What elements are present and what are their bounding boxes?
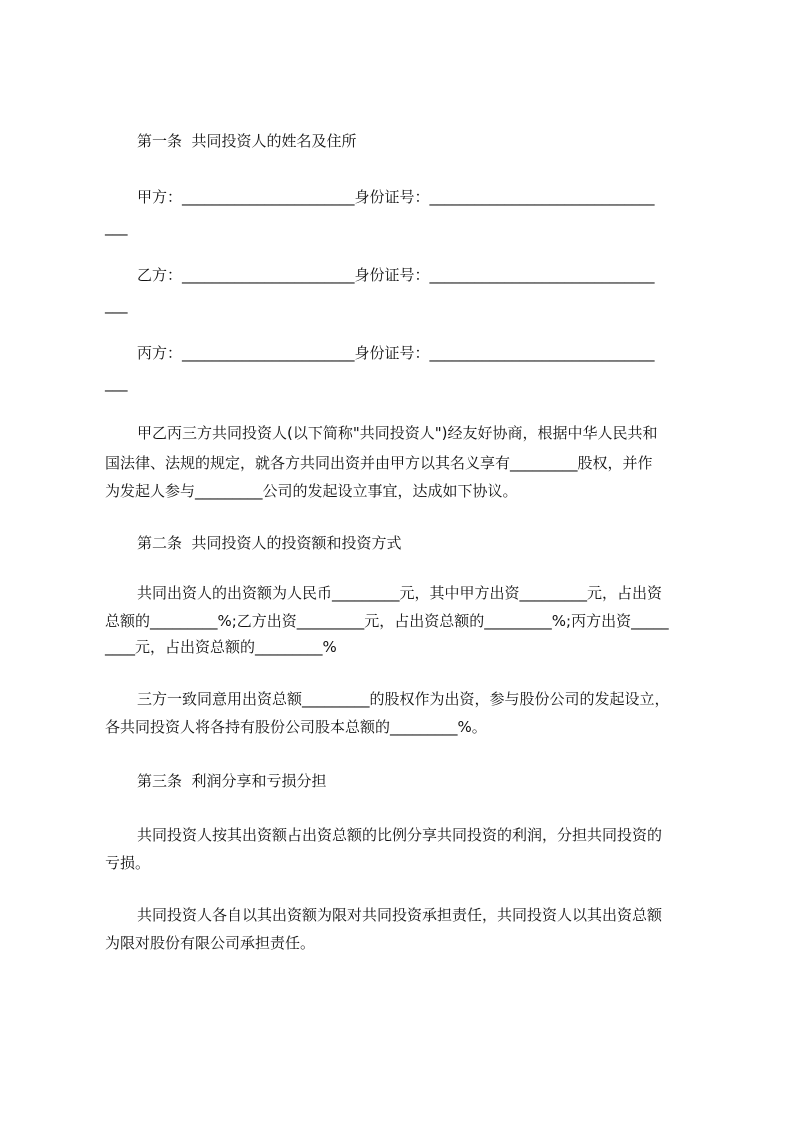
investment-paragraph-line-1: 共同出资人的出资额为人民币_________元，其中甲方出资_________元，占出资 [137, 584, 663, 602]
party-a-line-continued: ___ [105, 218, 128, 236]
profit-paragraph-line-1: 共同投资人按其出资额占出资总额的比例分享共同投资的利润，分担共同投资的 [137, 826, 663, 844]
article-3-heading: 第三条 利润分享和亏损分担 [137, 772, 327, 790]
party-c-line: 丙方：_______________________身份证号：______________________________ [137, 344, 655, 362]
equity-paragraph-line-1: 三方一致同意用出资总额_________的股权作为出资，参与股份公司的发起设立， [137, 690, 670, 708]
equity-paragraph-line-2: 各共同投资人将各持有股份公司股本总额的_________%。 [105, 718, 487, 736]
party-b-line-continued: ___ [105, 296, 128, 314]
article-1-heading: 第一条 共同投资人的姓名及住所 [137, 132, 357, 150]
party-c-line-continued: ___ [105, 374, 128, 392]
investment-paragraph-line-3: ____元，占出资总额的_________% [105, 638, 337, 656]
article-2-heading: 第二条 共同投资人的投资额和投资方式 [137, 534, 402, 552]
profit-paragraph-line-2: 亏损。 [105, 854, 151, 872]
liability-paragraph-line-2: 为限对股份有限公司承担责任。 [105, 934, 316, 952]
intro-paragraph-line-2: 国法律、法规的规定，就各方共同出资并由甲方以其名义享有_________股权，并作 [105, 454, 653, 472]
party-a-line: 甲方：_______________________身份证号：______________________________ [137, 188, 655, 206]
investment-paragraph-line-2: 总额的_________%;乙方出资_________元，占出资总额的_________%;丙方出资_____ [105, 612, 669, 630]
intro-paragraph-line-1: 甲乙丙三方共同投资人(以下简称"共同投资人")经友好协商，根据中华人民共和 [137, 424, 658, 442]
liability-paragraph-line-1: 共同投资人各自以其出资额为限对共同投资承担责任，共同投资人以其出资总额 [137, 906, 663, 924]
intro-paragraph-line-3: 为发起人参与_________公司的发起设立事宜，达成如下协议。 [105, 482, 518, 500]
party-b-line: 乙方：_______________________身份证号：______________________________ [137, 266, 655, 284]
